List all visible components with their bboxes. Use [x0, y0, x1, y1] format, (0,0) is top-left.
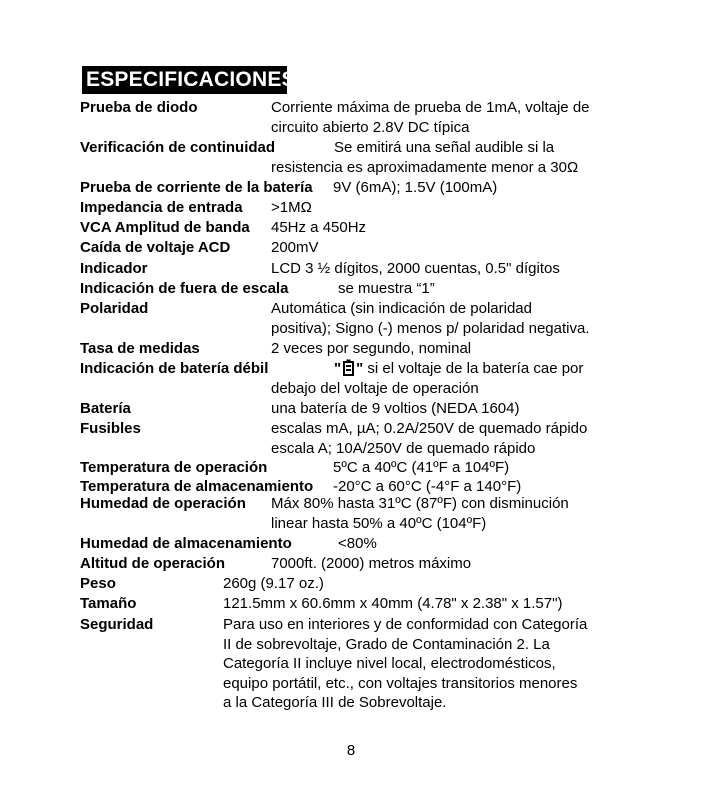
spec-value-line: escala A; 10A/250V de quemado rápido — [271, 439, 536, 457]
spec-value-line: Automática (sin indicación de polaridad — [271, 300, 532, 317]
spec-label: Polaridad — [80, 300, 149, 317]
spec-value-line: 9V (6mA); 1.5V (100mA) — [333, 179, 498, 196]
spec-value-line: circuito abierto 2.8V DC típica — [271, 118, 470, 136]
spec-value-line: II de sobrevoltaje, Grado de Contaminación 2. La — [223, 635, 550, 653]
spec-value-line: 45Hz a 450Hz — [271, 219, 367, 236]
spec-label: Prueba de diodo — [80, 99, 198, 116]
spec-value-line: linear hasta 50% a 40ºC (104ºF) — [271, 514, 487, 532]
spec-label: Tasa de medidas — [80, 340, 200, 357]
spec-label: Batería — [80, 400, 131, 417]
spec-value-line: se muestra “1” — [338, 280, 435, 297]
spec-label: Indicador — [80, 260, 148, 277]
spec-value-line: escalas mA, µA; 0.2A/250V de quemado rápido — [271, 420, 588, 437]
spec-label: Verificación de continuidad — [80, 139, 276, 156]
spec-label: Humedad de almacenamiento — [80, 535, 292, 552]
spec-value-line: Para uso en interiores y de conformidad con Categoría — [223, 616, 588, 633]
quote-mark: " — [356, 360, 364, 377]
spec-label: Tamaño — [80, 595, 137, 612]
spec-value-line: debajo del voltaje de operación — [271, 379, 479, 397]
section-title: ESPECIFICACIONES — [82, 66, 287, 94]
spec-label: Humedad de operación — [80, 495, 246, 512]
spec-label: Indicación de fuera de escala — [80, 280, 289, 297]
spec-value-text: si el voltaje de la batería cae por — [363, 360, 584, 377]
spec-label: Peso — [80, 575, 116, 592]
spec-label: Seguridad — [80, 616, 154, 633]
spec-value-line: LCD 3 ½ dígitos, 2000 cuentas, 0.5" dígitos — [271, 260, 560, 277]
spec-value-line: -20°C a 60°C (-4°F a 140°F) — [333, 478, 522, 495]
spec-value-line: Se emitirá una señal audible si la — [334, 139, 555, 156]
spec-value-line: Corriente máxima de prueba de 1mA, voltaje de — [271, 99, 590, 116]
spec-label: Indicación de batería débil — [80, 360, 269, 377]
spec-label: Fusibles — [80, 420, 141, 437]
spec-value-line: equipo portátil, etc., con voltajes transitorios menores — [223, 674, 578, 692]
spec-value-line: positiva); Signo (-) menos p/ polaridad negativa. — [271, 319, 590, 337]
spec-label: Prueba de corriente de la batería — [80, 179, 313, 196]
spec-value-line: 7000ft. (2000) metros máximo — [271, 555, 472, 572]
spec-label: Temperatura de operación — [80, 459, 268, 476]
spec-label: Temperatura de almacenamiento — [80, 478, 314, 495]
spec-value-line: Máx 80% hasta 31ºC (87ºF) con disminución — [271, 495, 569, 512]
spec-value-line: 5ºC a 40ºC (41ºF a 104ºF) — [333, 459, 510, 476]
page-number: 8 — [346, 742, 356, 759]
spec-label: Altitud de operación — [80, 555, 226, 572]
quote-mark: " — [334, 360, 342, 377]
spec-value-line: 260g (9.17 oz.) — [223, 575, 324, 592]
spec-value-line: 200mV — [271, 239, 319, 256]
spec-label: Caída de voltaje ACD — [80, 239, 231, 256]
spec-value-line: resistencia es aproximadamente menor a 30Ω — [271, 158, 579, 176]
spec-value-line: <80% — [338, 535, 377, 552]
spec-label: VCA Amplitud de banda — [80, 219, 250, 236]
spec-value-line: a la Categoría III de Sobrevoltaje. — [223, 694, 447, 712]
spec-value-line: 121.5mm x 60.6mm x 40mm (4.78" x 2.38" x 1.57") — [223, 595, 563, 612]
spec-value-line: 2 veces por segundo, nominal — [271, 340, 472, 357]
spec-value-line: Categoría II incluye nivel local, electrodomésticos, — [223, 655, 556, 673]
spec-label: Impedancia de entrada — [80, 199, 243, 216]
spec-value-line: una batería de 9 voltios (NEDA 1604) — [271, 400, 520, 417]
spec-value-line: >1MΩ — [271, 199, 312, 216]
